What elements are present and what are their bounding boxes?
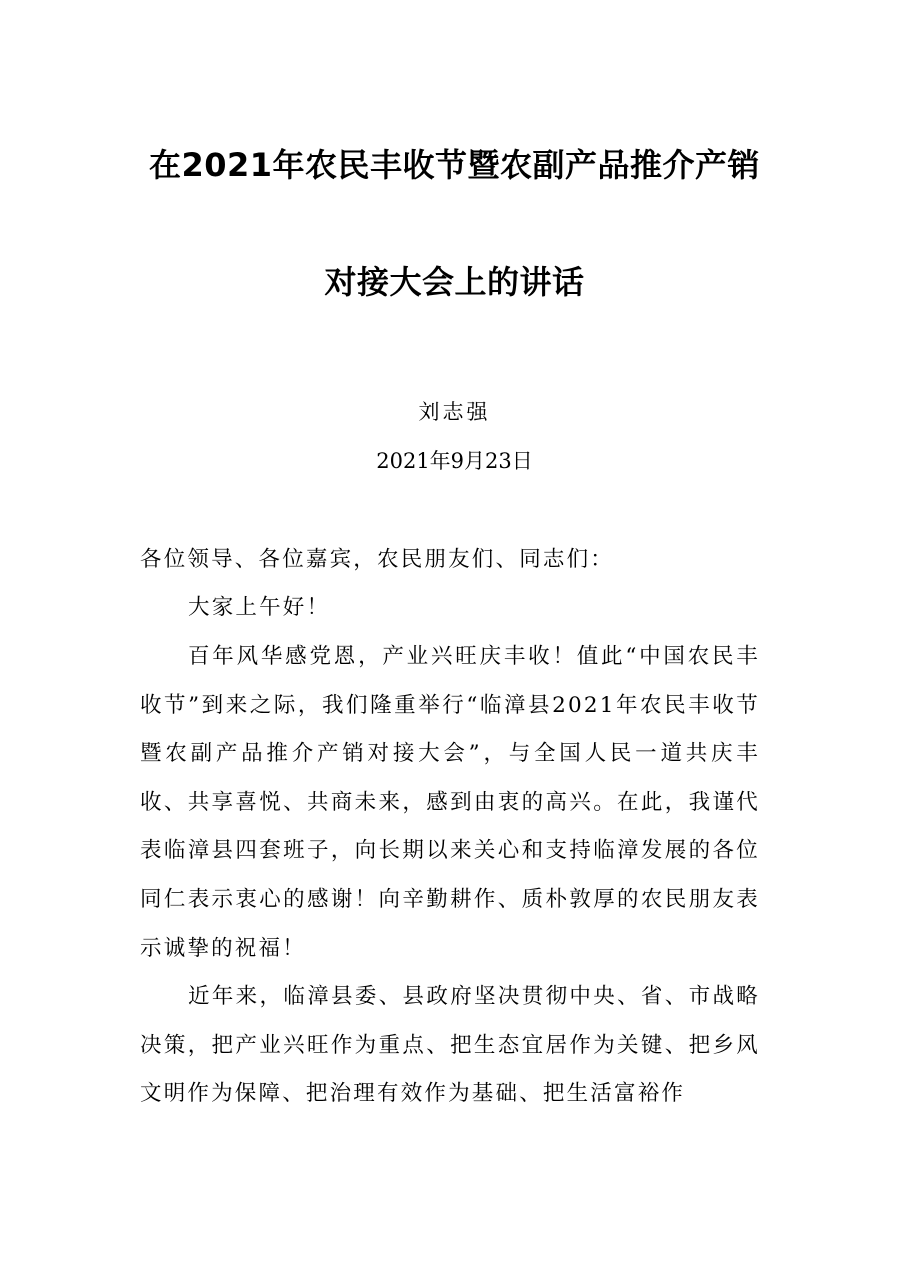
paragraph-text: 百年风华感党恩，产业兴旺庆丰收！值此“中国农民丰收节”到来之际，我们隆重举行“临漳县2021年农民丰收节暨农副产品推介产销对接大会”，与全国人民一道共庆丰收、共享喜悦、共商未来，感到由衷的高兴。在此，我谨代表临漳县四套班子，向长期以来关心和支持临漳发展的各位同仁表示衷心的感谢！向辛勤耕作、质朴敦厚的农民朋友表示诚挚的祝福！ xyxy=(140,644,760,961)
paragraph-recent-years xyxy=(140,973,760,1119)
speech-date: 2021年9月23日 xyxy=(376,449,533,473)
salutation-text: 各位领导、各位嘉宾，农民朋友们、同志们： xyxy=(140,547,615,572)
paragraph-greeting xyxy=(140,584,760,633)
title-line-1: 在2021年农民丰收节暨农副产品推介产销 xyxy=(148,146,761,184)
author-name: 刘志强 xyxy=(418,400,491,424)
paragraph-thanks xyxy=(140,633,760,973)
salutation xyxy=(140,536,760,585)
title-line-2: 对接大会上的讲话 xyxy=(324,263,585,301)
paragraph-text: 近年来，临漳县委、县政府坚决贯彻中央、省、市战略决策，把产业兴旺作为重点、把生态宜居作为关键、把乡风文明作为保障、把治理有效作为基础、把生活富裕作 xyxy=(140,984,760,1107)
paragraph-text: 大家上午好！ xyxy=(188,595,331,620)
